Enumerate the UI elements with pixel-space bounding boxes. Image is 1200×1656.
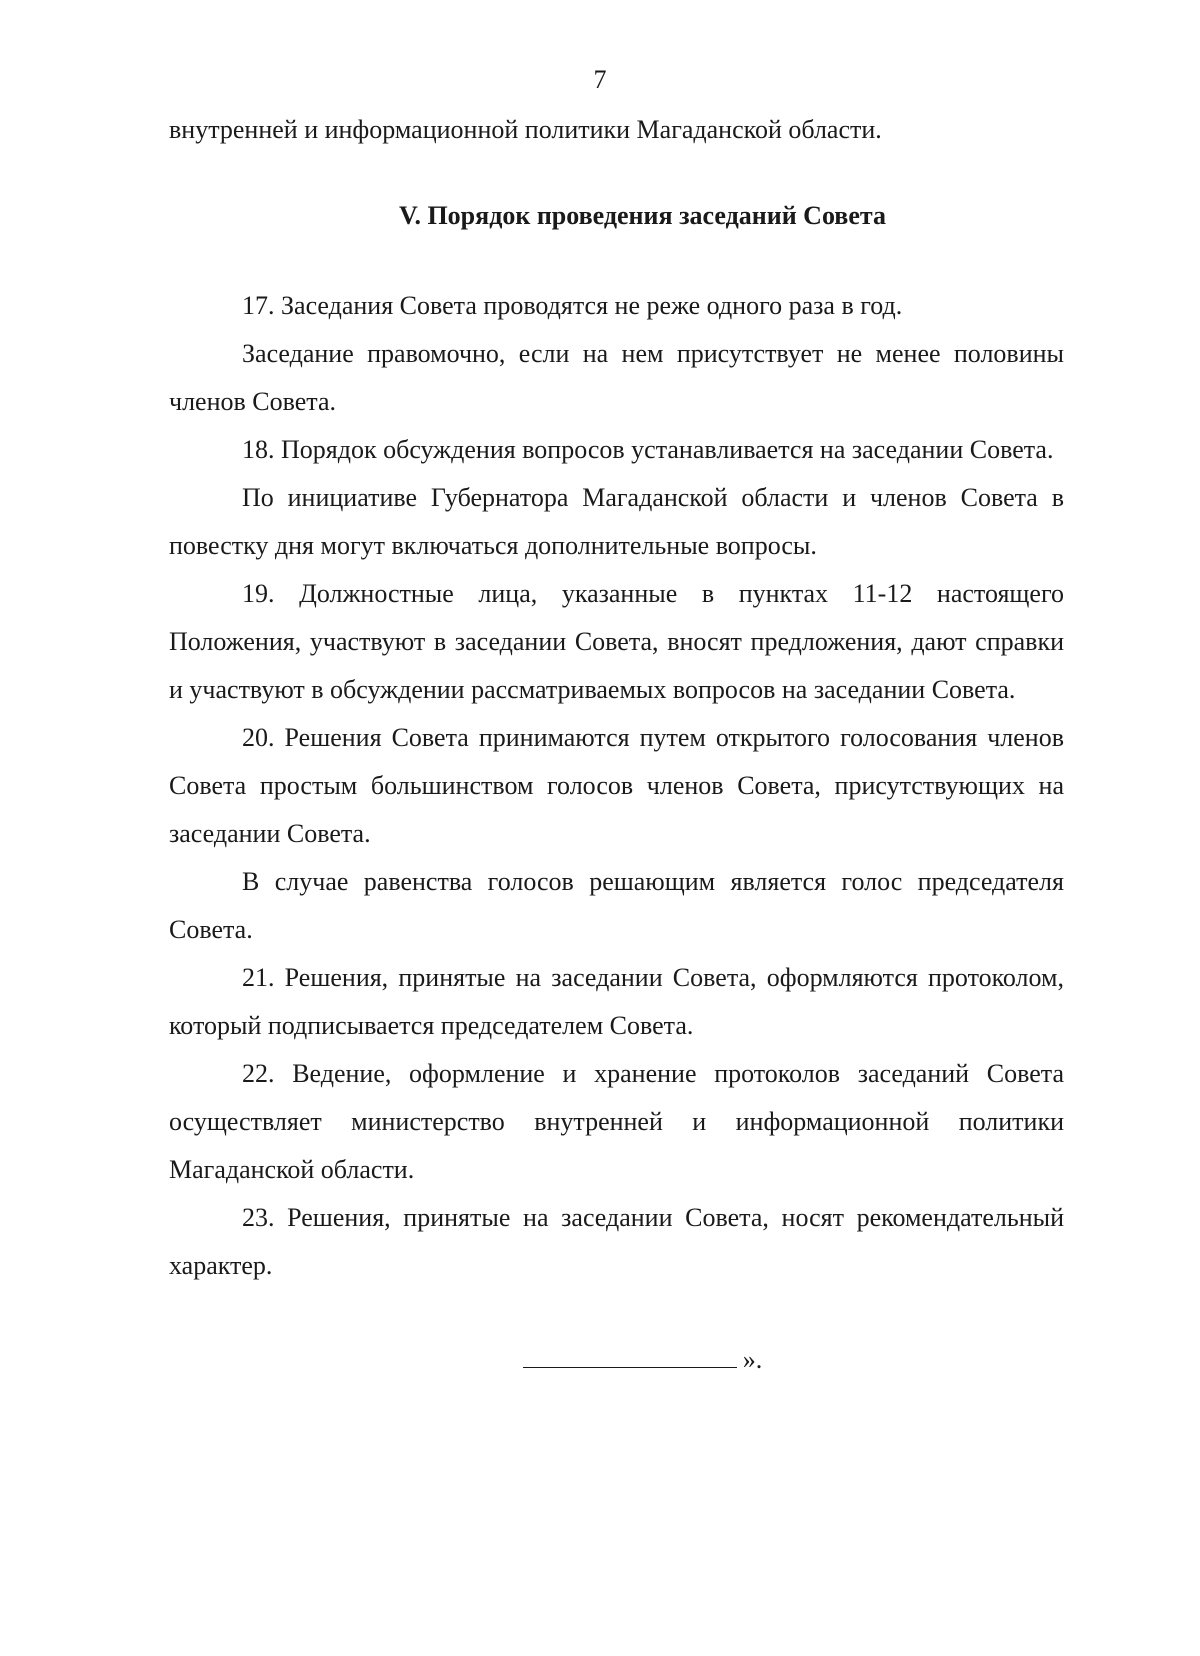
paragraph-20-tie: В случае равенства голосов решающим является голос председателя Совета.: [169, 867, 1064, 944]
paragraph-21: 21. Решения, принятые на заседании Совета, оформляются протоколом, который подписывается председателем Совета.: [169, 963, 1064, 1040]
paragraph-19: 19. Должностные лица, указанные в пунктах 11-12 настоящего Положения, участвуют в заседании Совета, вносят предложения, дают справки и участвуют в обсуждении рассматриваемых вопросов на заседании Совета.: [169, 579, 1064, 704]
closing-quote-mark: ».: [742, 1345, 763, 1374]
document-body: [169, 106, 1064, 1384]
section-heading: V. Порядок проведения заседаний Совета: [399, 201, 886, 230]
paragraph-17-quorum: Заседание правомочно, если на нем присутствует не менее половины членов Совета.: [169, 339, 1064, 416]
paragraph-18-initiative: По инициативе Губернатора Магаданской области и членов Совета в повестку дня могут включаться дополнительные вопросы.: [169, 483, 1064, 560]
closing-line: [169, 1336, 1064, 1384]
lead-line: внутренней и информационной политики Магаданской области.: [169, 115, 882, 144]
paragraph-22: 22. Ведение, оформление и хранение протоколов заседаний Совета осуществляет министерство внутренней и информационной политики Магаданской области.: [169, 1059, 1064, 1184]
closing-rule: [523, 1341, 737, 1368]
paragraph-17: 17. Заседания Совета проводятся не реже одного раза в год.: [242, 291, 903, 320]
paragraph-20: 20. Решения Совета принимаются путем открытого голосования членов Совета простым большинством голосов членов Совета, присутствующих на заседании Совета.: [169, 723, 1064, 848]
page-number: 7: [593, 65, 607, 94]
paragraph-23: 23. Решения, принятые на заседании Совета, носят рекомендательный характер.: [169, 1203, 1064, 1280]
paragraph-18: 18. Порядок обсуждения вопросов устанавливается на заседании Совета.: [242, 435, 1054, 464]
